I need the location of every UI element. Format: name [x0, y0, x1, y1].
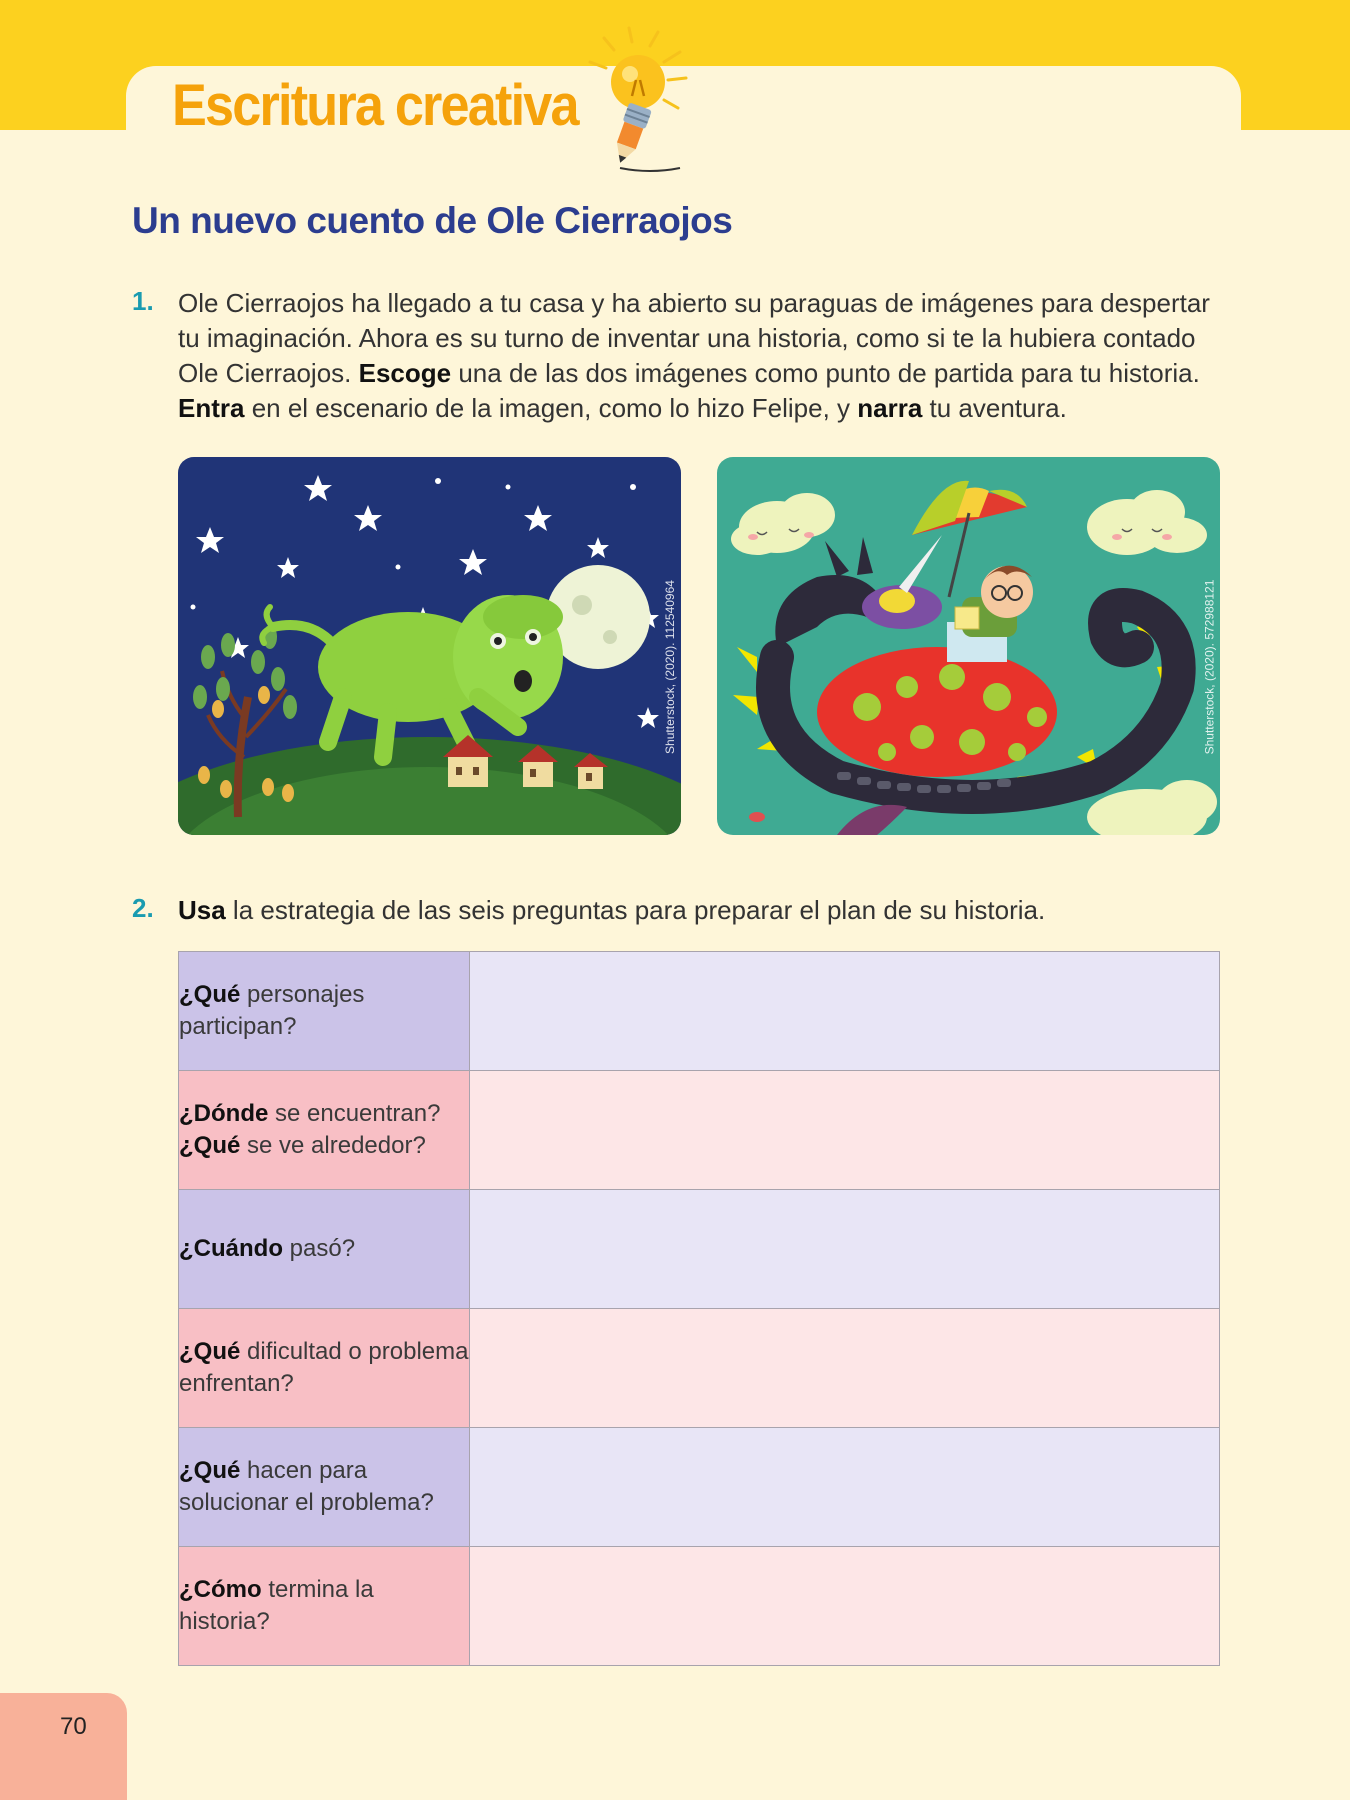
- question-cell: [179, 1547, 470, 1666]
- six-questions-table: [178, 951, 1220, 1666]
- instruction-1: [132, 286, 1222, 426]
- table-row: [179, 1428, 1220, 1547]
- answer-cell[interactable]: [470, 1190, 1220, 1309]
- item-number: 1.: [132, 286, 154, 316]
- text-segment: una de las dos imágenes como punto de partida para tu historia.: [451, 358, 1200, 388]
- question-cell: [179, 1309, 470, 1428]
- page-number-tab: [0, 1693, 127, 1800]
- question-text: pasó?: [282, 1235, 356, 1262]
- question-word: ¿Cuándo: [179, 1235, 283, 1262]
- image-credit: Shutterstock, (2020). 572988121: [1202, 579, 1217, 755]
- question-word: ¿Qué: [179, 981, 241, 1008]
- bold-verb: Entra: [178, 393, 245, 423]
- instruction-2: [132, 893, 1222, 928]
- bold-verb: narra: [857, 393, 923, 423]
- text-segment: tu aventura.: [922, 393, 1067, 423]
- table-row: [179, 1547, 1220, 1666]
- table-row: [179, 1071, 1220, 1190]
- text-segment: en el escenario de la imagen, como lo hizo Felipe, y: [244, 393, 858, 423]
- answer-cell[interactable]: [470, 1309, 1220, 1428]
- bold-verb: Escoge: [358, 358, 452, 388]
- bold-verb: Usa: [178, 895, 226, 925]
- question-word: ¿Qué: [179, 1132, 241, 1159]
- question-cell: [179, 1071, 470, 1190]
- page-subtitle: Un nuevo cuento de Ole Cierraojos: [132, 200, 733, 241]
- answer-cell[interactable]: [470, 1547, 1220, 1666]
- table-row: [179, 1190, 1220, 1309]
- question-text: hacen para solucionar el problema?: [179, 1457, 434, 1516]
- question-word: ¿Dónde: [179, 1100, 269, 1127]
- instruction-text: [178, 286, 1222, 426]
- table-row: [179, 952, 1220, 1071]
- illustration-green-creature-night: [178, 457, 681, 835]
- question-word: ¿Cómo: [179, 1576, 262, 1603]
- item-number: 2.: [132, 893, 154, 923]
- answer-cell[interactable]: [470, 1071, 1220, 1190]
- instruction-text: [178, 893, 1222, 928]
- question-text: termina la historia?: [179, 1576, 374, 1635]
- text-segment: Ole Cierraojos ha llegado a tu casa y ha abierto su paraguas de imágenes para despertar tu imaginación. Ahora es su turno de inventar una historia, como si te la hubiera contado Ole Cierraojos.: [178, 288, 1210, 388]
- illustration-dragon-umbrella: [717, 457, 1220, 835]
- question-word: ¿Qué: [179, 1457, 241, 1484]
- question-text: personajes participan?: [179, 981, 365, 1040]
- lightbulb-pencil-icon: [580, 22, 692, 174]
- question-cell: [179, 952, 470, 1071]
- question-text: se ve alrededor?: [240, 1132, 426, 1159]
- table-row: [179, 1309, 1220, 1428]
- section-title: Escritura creativa: [172, 73, 578, 138]
- answer-cell[interactable]: [470, 952, 1220, 1071]
- answer-cell[interactable]: [470, 1428, 1220, 1547]
- question-cell: [179, 1190, 470, 1309]
- question-cell: [179, 1428, 470, 1547]
- question-text: dificultad o problema enfrentan?: [179, 1338, 469, 1397]
- question-text: se encuentran?: [268, 1100, 441, 1127]
- page-number: 70: [60, 1713, 87, 1740]
- image-credit: Shutterstock, (2020). 112540964: [663, 580, 677, 754]
- text-segment: la estrategia de las seis preguntas para preparar el plan de su historia.: [225, 895, 1046, 925]
- question-word: ¿Qué: [179, 1338, 241, 1365]
